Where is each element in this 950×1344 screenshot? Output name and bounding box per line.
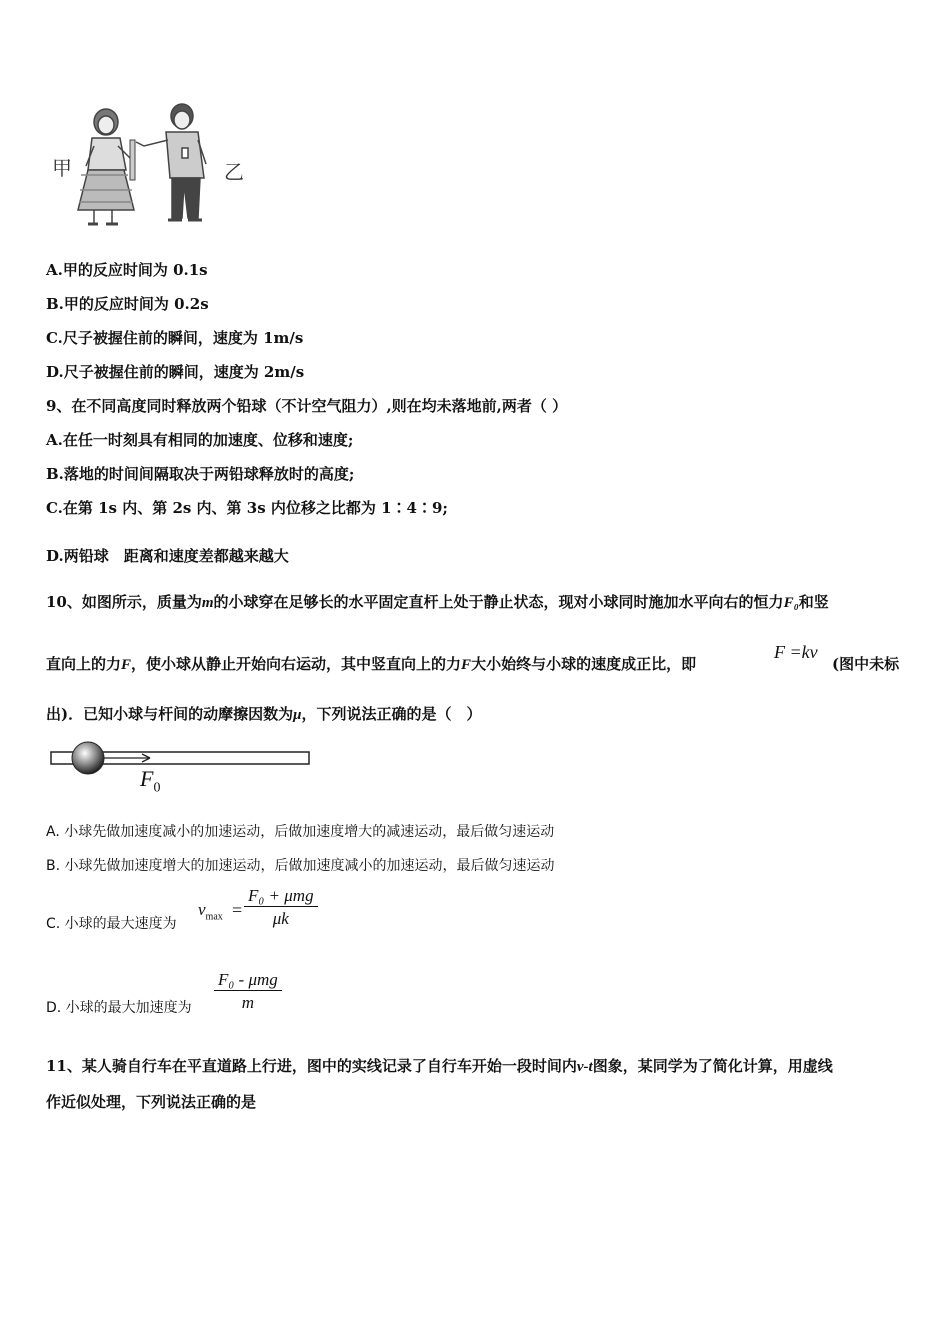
- q8-option-d: D.尺子被握住前的瞬间，速度为 2m/s: [46, 363, 305, 381]
- q10-var-f: F: [121, 657, 132, 673]
- rod-ball-figure: [48, 738, 318, 794]
- q10-text: ，使小球从静止开始向右运动，其中竖直向上的力: [131, 655, 462, 673]
- q10-text: 大小始终与小球的速度成正比，即: [471, 655, 697, 673]
- q10-text: 直向上的力: [46, 655, 122, 673]
- q10-text: 的小球穿在足够长的水平固定直杆上处于静止状态，现对小球同时施加水平向右的恒力: [213, 593, 784, 611]
- q10-line-3: [46, 704, 481, 725]
- reaction-time-figure: [48, 100, 248, 228]
- q9-option-d: D.两铅球 距离和速度差都越来越大: [46, 547, 289, 565]
- q10-option-c: C. 小球的最大速度为: [46, 916, 177, 932]
- q10-var-f0: F₀: [783, 595, 799, 611]
- q10-var-mu: μ: [293, 707, 302, 723]
- q9-option-b: B.落地的时间间隔取决于两铅球释放时的高度;: [46, 465, 355, 483]
- q11-line-2: 作近似处理，下列说法正确的是: [46, 1093, 257, 1111]
- q8-option-c: C.尺子被握住前的瞬间，速度为 1m/s: [46, 329, 304, 347]
- q10-option-a: A. 小球先做加速度减小的加速运动，后做加速度增大的减速运动，最后做匀速运动: [46, 824, 555, 840]
- q10-text: 10、如图所示，质量为: [46, 593, 202, 611]
- q10-line-2: [46, 654, 696, 675]
- q11-line-1: 11、某人骑自行车在平直道路上行进，图中的实线记录了自行车开始一段时间内v-t图象，某同学为了简化计算，用虚线: [46, 1057, 833, 1075]
- q10-text: ，下列说法正确的是（ ）: [301, 705, 482, 723]
- q9-stem: 9、在不同高度同时释放两个铅球（不计空气阻力）,则在均未落地前,两者（ ）: [46, 397, 568, 415]
- q10-text: 和竖: [798, 593, 829, 611]
- label-yi: 乙: [224, 160, 244, 184]
- q10-var-m: m: [201, 595, 214, 611]
- q10-option-b: B. 小球先做加速度增大的加速运动，后做加速度减小的加速运动，最后做匀速运动: [46, 858, 555, 874]
- rod-ball-svg: [48, 738, 318, 794]
- q10-text: 出)．已知小球与杆间的动摩擦因数为: [46, 705, 294, 723]
- q10-var-f: F: [461, 657, 472, 673]
- q10-option-c-fraction: F₀ + μmg μk: [244, 886, 318, 929]
- label-jia: 甲: [52, 156, 72, 180]
- force-label: $F_0$: [140, 766, 161, 796]
- q9-option-c: C.在第 1s 内、第 2s 内、第 3s 内位移之比都为 1∶4∶9;: [46, 499, 448, 517]
- people-illustration: [48, 100, 248, 228]
- ball: [72, 742, 104, 774]
- q10-line-1: [46, 592, 829, 613]
- q8-option-b: B.甲的反应时间为 0.2s: [46, 295, 209, 313]
- q10-line-2-end: (图中未标: [832, 655, 900, 673]
- q10-option-c-vmax: $v_{max}$: [198, 900, 223, 923]
- q9-option-a: A.在任一时刻具有相同的加速度、位移和速度;: [46, 431, 354, 449]
- q11-var-vt: v-t: [576, 1059, 593, 1075]
- q10-option-d: D. 小球的最大加速度为: [46, 1000, 192, 1016]
- q10-option-c-eq: =: [232, 900, 243, 920]
- q8-option-a: A.甲的反应时间为 0.1s: [46, 261, 208, 279]
- q10-option-d-fraction: F₀ - μmg m: [214, 970, 282, 1013]
- q10-formula-kv: F =kv: [774, 642, 818, 662]
